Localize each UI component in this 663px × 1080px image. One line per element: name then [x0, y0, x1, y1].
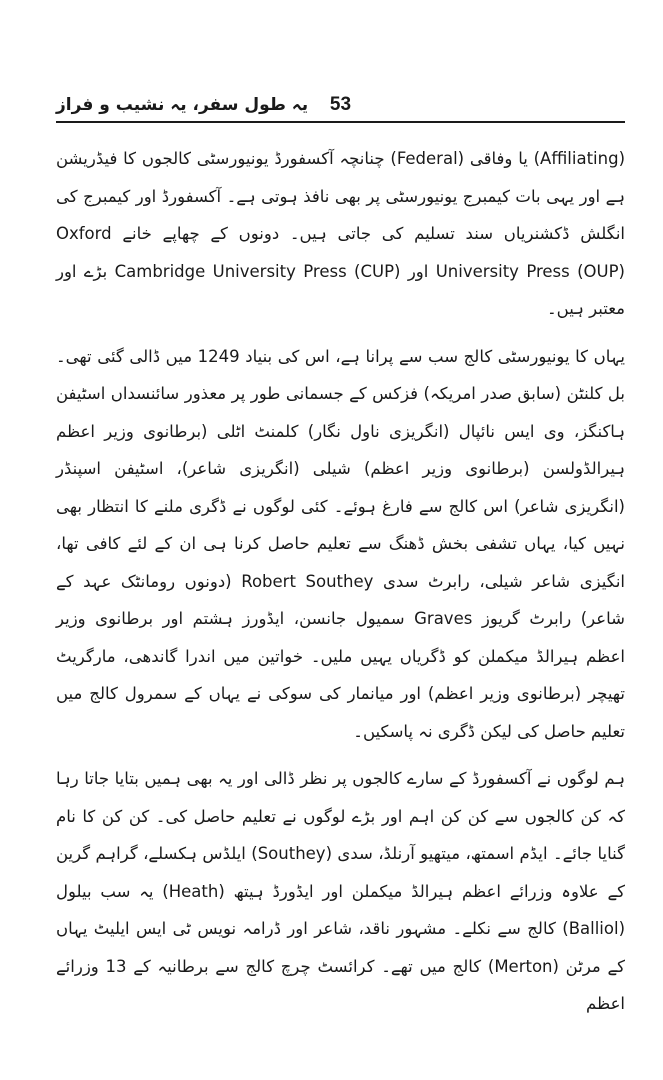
header-rule: [56, 121, 625, 123]
body-text: [56, 140, 625, 1023]
paragraph-3: ہم لوگوں نے آکسفورڈ کے سارے کالجوں پر نظر ڈالی اور یہ بھی ہمیں بتایا جاتا رہا کہ کن کالجوں سے کن کن اہم اور بڑے لوگوں نے تعلیم حاصل کی۔ کن کن کا نام گنایا جائے۔ ایڈم اسمتھ، میتھیو آرنلڈ، سدی (Southey) ایلڈس ہکسلے، گراہم گرین کے علاوہ وزرائے اعظم ہیرالڈ میکملن اور ایڈورڈ ہیتھ (Heath) یہ سب بیلول (Balliol) کالج سے نکلے۔ مشہور ناقد، شاعر اور ڈرامہ نویس ٹی ایس ایلیٹ یہاں کے مرٹن (Merton) کالج میں تھے۔ کرائسٹ چرچ کالج سے برطانیہ کے 13 وزرائے اعظم: [56, 769, 626, 1013]
page-header: [56, 0, 625, 120]
paragraph-1: (Affiliating) یا وفاقی (Federal) چنانچہ آکسفورڈ یونیورسٹی کالجوں کا فیڈریشن ہے اور یہی بات کیمبرج یونیورسٹی پر بھی نافذ ہوتی ہے۔ آکسفورڈ اور کیمبرج کی انگلش ڈکشنریاں سند تسلیم کی جاتی ہیں۔ دونوں کے چھاپے خانے Oxford University Press (OUP) اور Cambridge University Press (CUP) بڑے اور معتبر ہیں۔: [56, 149, 625, 318]
running-title: یہ طول سفر، یہ نشیب و فراز: [56, 95, 309, 115]
paragraph-2: یہاں کا یونیورسٹی کالج سب سے پرانا ہے، اس کی بنیاد 1249 میں ڈالی گئی تھی۔ بل کلنٹن (سابق صدر امریکہ) فزکس کے جسمانی طور پر معذور سائنسداں اسٹیفن ہاکنگز، وی ایس نائپال (انگریزی ناول نگار) کلمنٹ اٹلی (برطانوی وزیر اعظم ہیرالڈولسن (برطانوی وزیر اعظم) شیلی (انگریزی شاعر)، اسٹیفن اسپنڈر (انگریزی شاعر) اس کالج سے فارغ ہوئے۔ کئی لوگوں نے ڈگری ملنے کا انتظار بھی نہیں کیا، یہاں تشفی بخش ڈھنگ سے تعلیم حاصل کرنا ہی ان کے لئے کافی تھا، انگیزی شاعر شیلی، رابرٹ سدی Robert Southey (دونوں رومانٹک عہد کے شاعر) رابرٹ گریوز Graves سمیول جانسن، ایڈورز ہشتم اور برطانوی وزیر اعظم ہیرالڈ میکملن کو ڈگریاں یہیں ملیں۔ خواتین میں اندرا گاندھی، مارگریٹ تھیچر (برطانوی وزیر اعظم) اور میانمار کی سوکی نے یہاں کے سمرول کالج میں تعلیم حاصل کی لیکن ڈگری نہ پاسکیں۔: [56, 346, 625, 741]
page-number: 53: [329, 94, 352, 115]
